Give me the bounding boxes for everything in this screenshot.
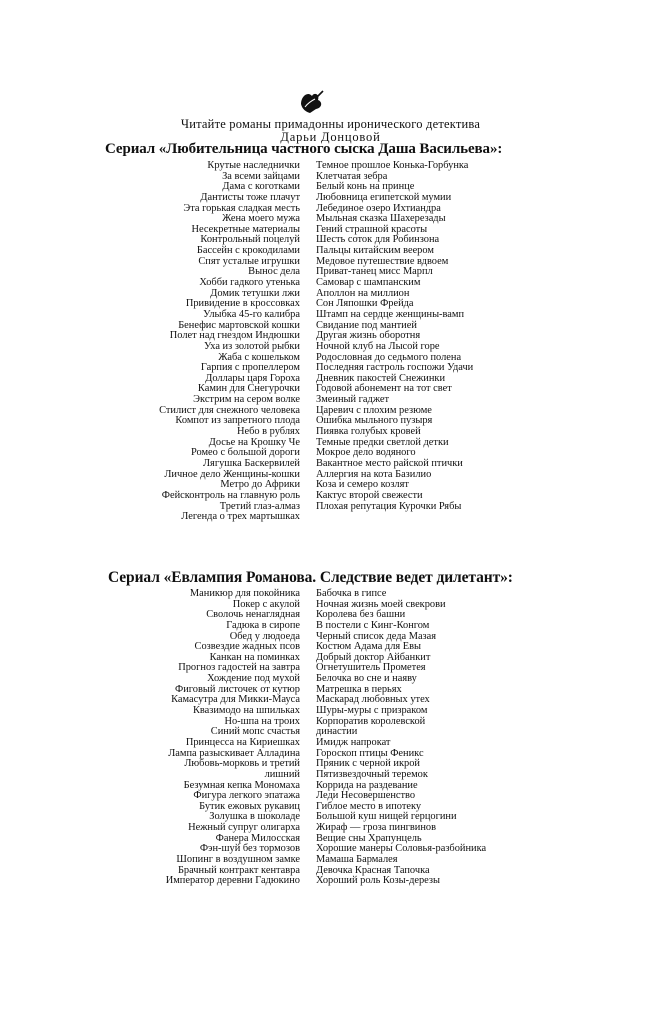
author-name: Дарьи Донцовой (280, 130, 381, 144)
series-title: Сериал «Евлампия Романова. Следствие ведет дилетант»: (108, 569, 513, 586)
book-title: Годовой абонемент на тот свет (316, 383, 452, 395)
book-title: Лампа разыскивает Алладина (168, 747, 300, 759)
book-title: Вакантное место райской птички (316, 457, 463, 469)
book-title: Лебединое озеро Ихтиандра (316, 202, 441, 214)
book-title: Но-шпа на троих (224, 715, 300, 727)
book-title: Шесть соток для Робинзона (316, 234, 440, 246)
book-title: Безумная кепка Мономаха (183, 779, 300, 791)
book-title: Шуры-муры с призраком (316, 705, 428, 717)
book-title: Ночной клуб на Лысой горе (316, 340, 440, 352)
book-title: Принцесса на Кириешках (185, 736, 300, 748)
book-title: Пряник с черной икрой (316, 758, 420, 770)
book-title: Канкан на поминках (209, 651, 300, 663)
book-title: Нежный супруг олигарха (188, 822, 300, 834)
book-title: Ромео с большой дороги (190, 447, 300, 459)
book-title: Хождение под мухой (207, 673, 300, 685)
book-title: В постели с Кинг-Конгом (316, 619, 430, 631)
book-title: Белочка во сне и наяву (316, 673, 417, 685)
book-title: Добрый доктор Айбанкит (316, 651, 431, 663)
book-title: Доллары царя Гороха (205, 372, 300, 384)
book-title: Дневник пакостей Снежинки (316, 372, 446, 384)
book-title: Личное дело Женщины-кошки (164, 468, 300, 480)
book-title: Имидж напрокат (316, 736, 391, 748)
book-title: Родословная до седьмого полена (316, 351, 462, 363)
book-title: Темное прошлое Конька-Горбунка (316, 160, 469, 171)
book-title: Император деревни Гадюкино (165, 875, 300, 887)
book-list-left (60, 161, 300, 523)
book-title: Леди Несовершенство (316, 790, 416, 802)
book-title: Королева без башни (316, 609, 406, 621)
book-title: Контрольный поцелуй (200, 234, 300, 246)
book-title: Квазимодо на шпильках (192, 705, 300, 717)
book-title: Белый конь на принце (316, 181, 415, 193)
book-title: Костюм Адама для Евы (316, 641, 422, 653)
book-title: Фигура легкого эпатажа (193, 790, 300, 802)
book-title: Бабочка в гипсе (316, 588, 387, 599)
book-list-right (316, 161, 473, 512)
book-title: Фанера Милосская (215, 832, 300, 844)
book-title: Царевич с плохим резюме (316, 404, 432, 416)
book-title: Созвездие жадных псов (194, 641, 300, 653)
book-title: Метро до Африки (220, 479, 300, 491)
book-title: Гений страшной красоты (316, 223, 428, 235)
book-title: Компот из запретного плода (175, 415, 300, 427)
book-title: Девочка Красная Тапочка (316, 864, 430, 876)
book-title: Коррида на раздевание (316, 779, 418, 791)
book-title: Домик тетушки лжи (210, 287, 300, 299)
book-title: Дама с коготками (222, 181, 300, 193)
book-title: Синий мопс счастья (210, 726, 300, 738)
book-title: Фиговый листочек от кутюр (175, 683, 300, 695)
book-title: Легенда о трех мартышках (181, 511, 300, 523)
book-title: Полет над гнездом Индюшки (169, 330, 300, 342)
book-title: Прогноз гадостей на завтра (178, 662, 300, 674)
book-title: Медовое путешествие вдвоем (316, 255, 449, 267)
book-title: Маникюр для покойника (189, 588, 300, 599)
book-title: Хороший роль Козы-дерезы (316, 875, 441, 887)
book-title: Шопинг в воздушном замке (176, 854, 300, 866)
book-title: Фейсконтроль на главную роль (161, 489, 300, 501)
book-title: династии (316, 726, 358, 738)
book-title: Хорошие манеры Соловья-разбойника (316, 843, 487, 855)
book-title: Дантисты тоже плачут (200, 191, 300, 203)
book-title: Уха из золотой рыбки (203, 340, 300, 352)
book-title: Хобби гадкого утенька (199, 277, 300, 289)
book-title: Жаба с кошельком (218, 351, 300, 363)
book-title: Покер с акулой (232, 598, 300, 610)
book-title: Экстрим на сером волке (193, 394, 300, 406)
book-title: Аллергия на кота Базилио (316, 468, 432, 480)
intro-line: Читайте романы примадонны иронического детектива (180, 117, 481, 131)
book-title: Пятизвездочный теремок (316, 768, 428, 780)
book-title: Несекретные материалы (191, 223, 300, 235)
book-title: Змеиный гаджет (316, 394, 390, 406)
book-title: За всеми зайцами (222, 170, 300, 182)
book-title: Ночная жизнь моей свекрови (316, 598, 446, 610)
book-list-right (316, 589, 486, 887)
book-title: Вынос дела (248, 266, 300, 278)
book-title: Досье на Крошку Че (208, 436, 300, 448)
book-title: Маскарад любовных утех (316, 694, 430, 706)
book-title: Любовь-морковь и третий (184, 758, 300, 770)
book-title: Брачный контракт кентавра (177, 864, 300, 876)
book-title: Бассейн с крокодилами (196, 245, 300, 257)
book-title: Золушка в шоколаде (209, 811, 300, 823)
book-title: Вещие сны Храпунцель (316, 832, 422, 844)
book-title: Эта горькая сладкая месть (183, 202, 300, 214)
book-title: Гадюка в сиропе (226, 619, 300, 631)
book-title: Свидание под мантией (316, 319, 417, 331)
book-title: Самовар с шампанским (316, 277, 421, 289)
book-title: Бенефис мартовской кошки (178, 319, 300, 331)
book-title: Корпоратив королевской (316, 715, 426, 727)
book-title: Другая жизнь оборотня (316, 330, 421, 342)
book-title: Лягушка Баскервилей (203, 457, 300, 469)
book-title: Штамп на сердце женщины-вамп (316, 308, 465, 320)
book-title: Любовница египетской мумии (316, 191, 452, 203)
book-title: Пиявка голубых кровей (316, 426, 421, 438)
book-title: Улыбка 45-го калибра (203, 308, 300, 320)
book-title: лишний (264, 768, 300, 780)
book-title: Ошибка мыльного пузыря (316, 415, 433, 427)
book-title: Небо в рублях (236, 426, 300, 438)
book-title: Третий глаз-алмаз (219, 500, 300, 512)
book-title: Бутик ежовых рукавиц (199, 800, 300, 812)
book-title: Привидение в кроссовках (185, 298, 300, 310)
book-title: Коза и семеро козлят (316, 479, 409, 491)
book-title: Клетчатая зебра (316, 170, 388, 182)
book-title: Мамаша Бармалея (316, 854, 398, 866)
book-title: Пальцы китайским веером (316, 245, 434, 257)
book-title: Камин для Снегурочки (197, 383, 300, 395)
series-title: Сериал «Любительница частного сыска Даша Васильева»: (105, 141, 503, 157)
book-title: Жена моего мужа (222, 213, 300, 225)
book-title: Обед у людоеда (229, 630, 300, 642)
book-title: Камасутра для Микки-Мауса (171, 694, 300, 706)
book-title: Гиблое место в ипотеку (316, 800, 422, 812)
book-title: Стилист для снежного человека (159, 404, 300, 416)
book-title: Сволочь ненаглядная (206, 609, 300, 621)
book-title: Мокрое дело водяного (316, 447, 416, 459)
book-title: Сон Ляпошки Фрейда (316, 298, 414, 310)
book-title: Последняя гастроль госпожи Удачи (316, 362, 474, 374)
book-title: Жираф — гроза пингвинов (316, 822, 437, 834)
book-list-left (60, 589, 300, 887)
book-title: Черный список деда Мазая (316, 630, 437, 642)
book-title: Огнетушитель Прометея (316, 662, 426, 674)
book-title: Гороскоп птицы Феникс (316, 747, 424, 759)
book-title: Гарпия с пропеллером (200, 362, 300, 374)
book-title: Большой куш нищей герцогини (316, 811, 457, 823)
feather-logo-icon (296, 88, 326, 116)
book-title: Фэн-шуй без тормозов (199, 843, 300, 855)
book-title: Темные предки светлой детки (316, 436, 449, 448)
book-title: Кактус второй свежести (316, 489, 423, 501)
book-title: Приват-танец мисс Марпл (316, 266, 433, 278)
book-title: Матрешка в перьях (316, 683, 402, 695)
book-title: Крутые наследнички (207, 160, 300, 171)
book-title: Мыльная сказка Шахерезады (316, 213, 446, 225)
book-title: Плохая репутация Курочки Рябы (316, 500, 462, 512)
book-title: Спят усталые игрушки (198, 255, 300, 267)
book-title: Аполлон на миллион (316, 287, 410, 299)
